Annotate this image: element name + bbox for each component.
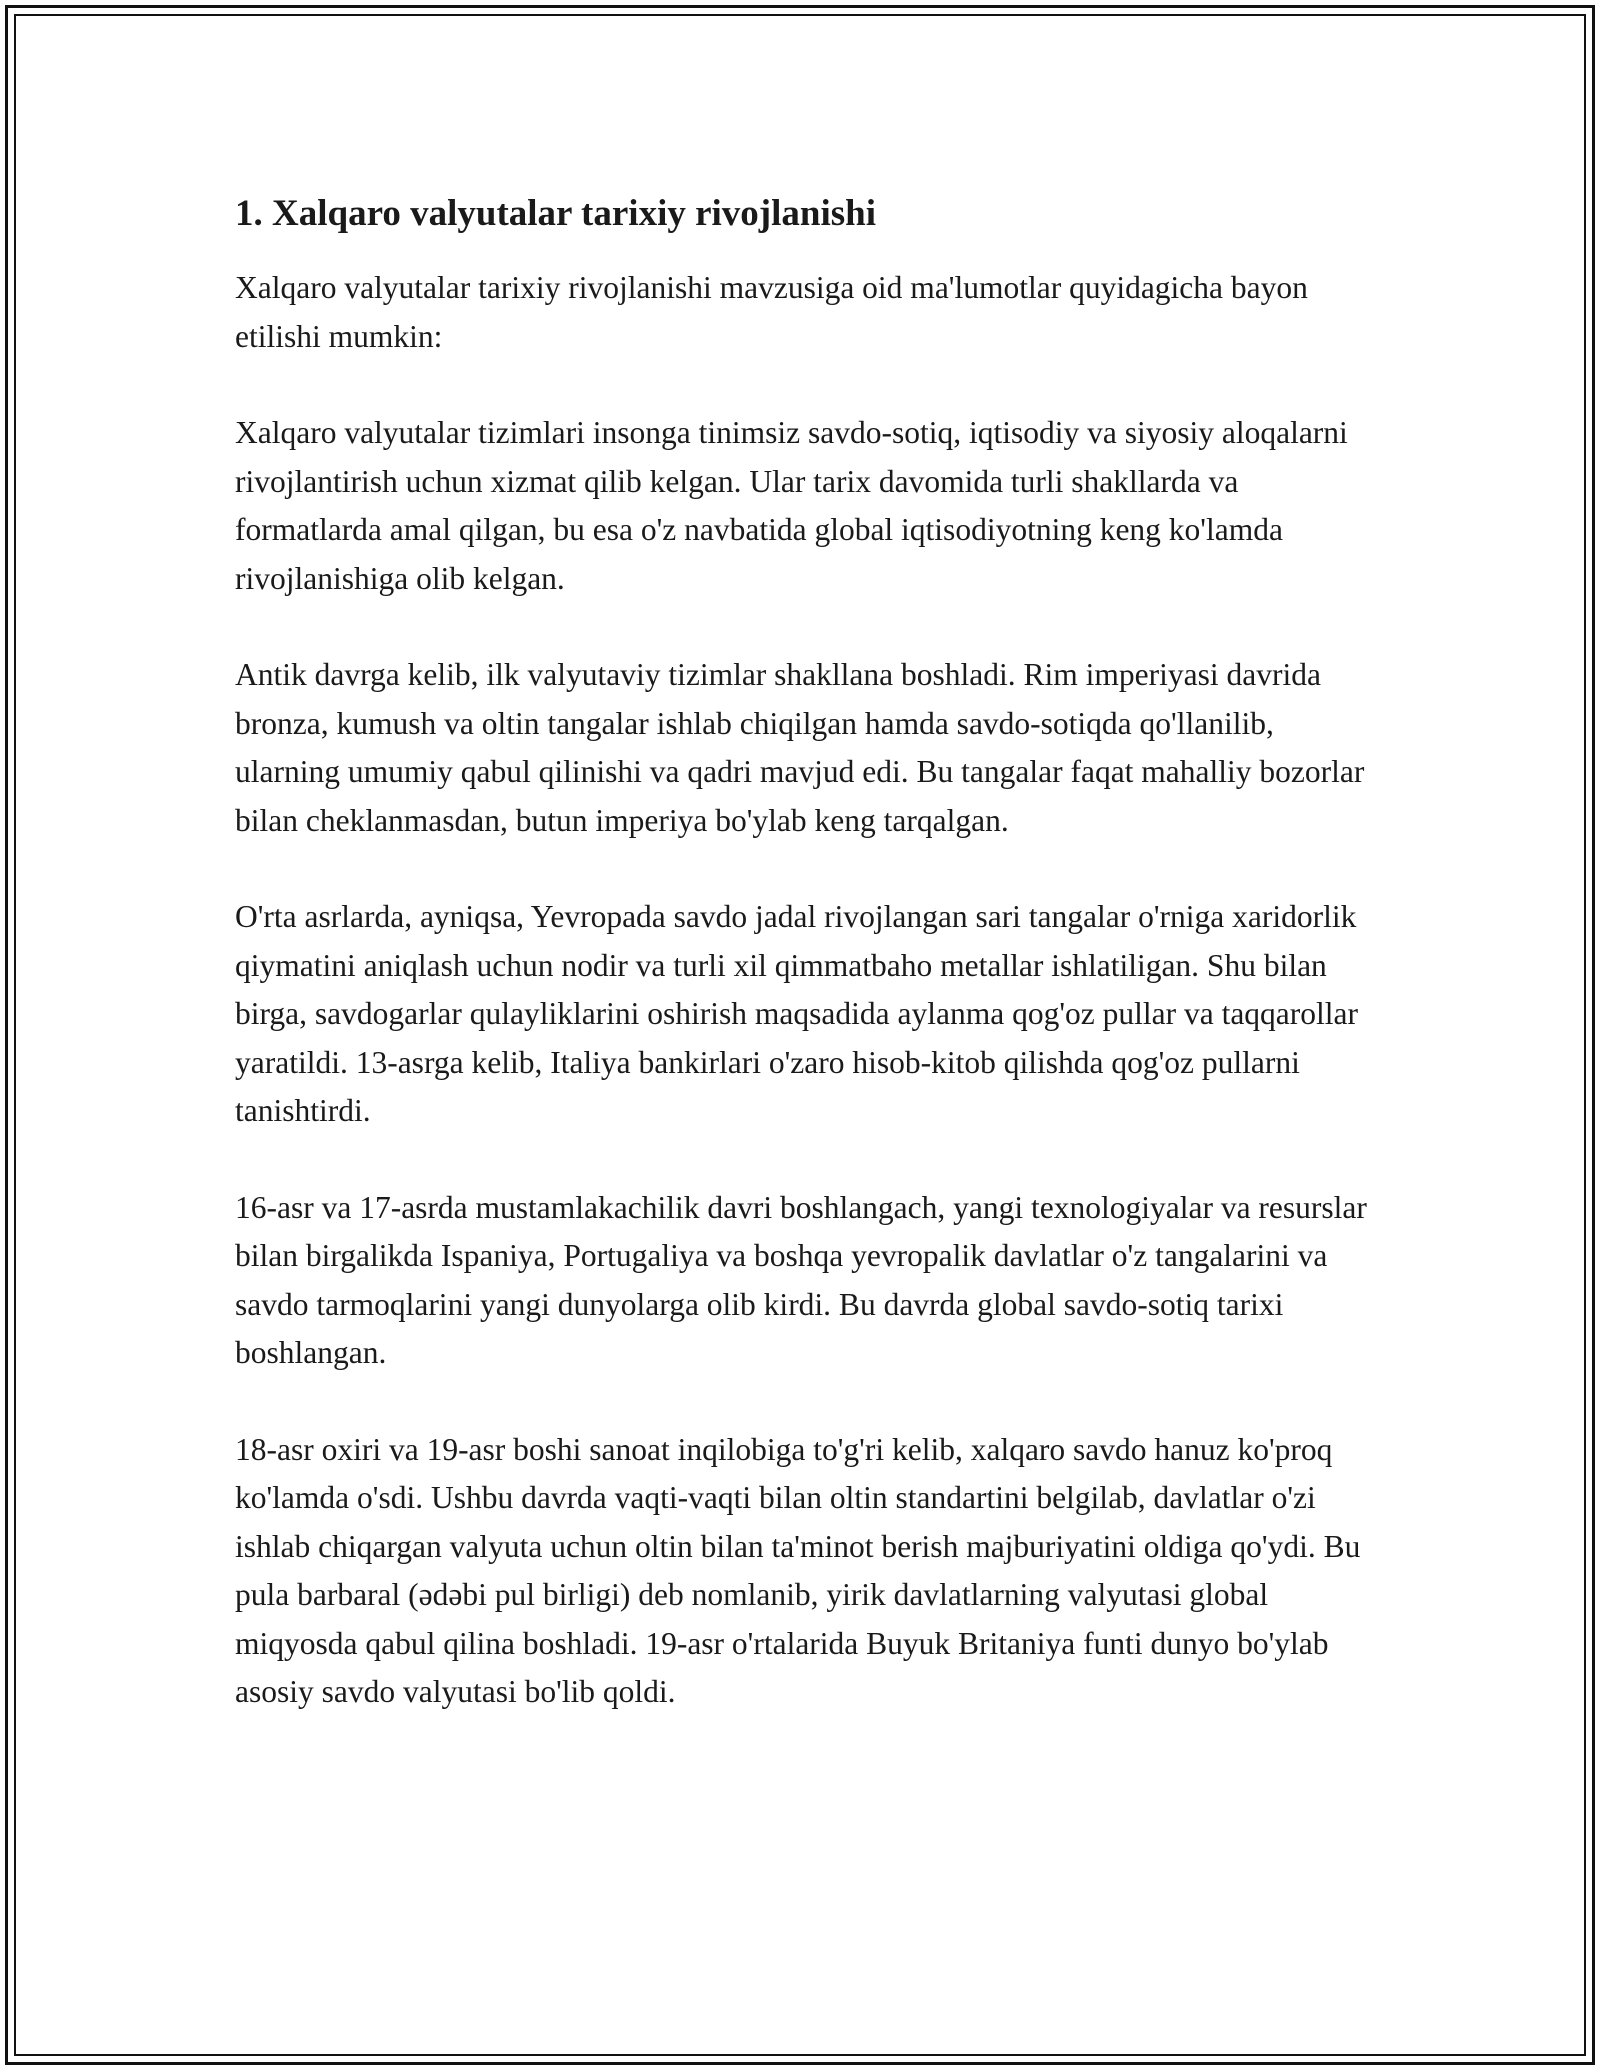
paragraph-overview: Xalqaro valyutalar tizimlari insonga tinimsiz savdo-sotiq, iqtisodiy va siyosiy aloqalarni rivojlantirish uchun xizmat qilib kelgan. Ular tarix davomida turli shakllarda va formatlarda amal qilgan, bu esa o'z navbatida global iqtisodiyotning keng ko'lamda rivojlanishiga olib kelgan.: [235, 415, 1348, 596]
paragraph-industrial-era: 18-asr oxiri va 19-asr boshi sanoat inqilobiga to'g'ri kelib, xalqaro savdo hanuz ko'proq ko'lamda o'sdi. Ushbu davrda vaqti-vaqti bilan oltin standartini belgilab, davlatlar o'zi ishlab chiqargan valyuta uchun oltin bilan ta'minot berish majburiyatini oldiga qo'ydi. Bu pula barbaral (ədəbi pul birligi) deb nomlanib, yirik davlatlarning valyutasi global miqyosda qabul qilina boshladi. 19-asr o'rtalarida Buyuk Britaniya funti dunyo bo'ylab asosiy savdo valyutasi bo'lib qoldi.: [235, 1431, 1361, 1709]
document-body: [235, 188, 1385, 1765]
paragraph-antiquity: Antik davrga kelib, ilk valyutaviy tizimlar shakllana boshladi. Rim imperiyasi davrida bronza, kumush va oltin tangalar ishlab chiqilgan hamda savdo-sotiqda qo'llanilib, ularning umumiy qabul qilinishi va qadri mavjud edi. Bu tangalar faqat mahalliy bozorlar bilan cheklanmasdan, butun imperiya bo'ylab keng tarqalgan.: [235, 657, 1365, 838]
paragraph-middle-ages: O'rta asrlarda, ayniqsa, Yevropada savdo jadal rivojlangan sari tangalar o'rniga xaridorlik qiymatini aniqlash uchun nodir va turli xil qimmatbaho metallar ishlatiligan. Shu bilan birga, savdogarlar qulayliklarini oshirish maqsadida aylanma qog'oz pullar va taqqarollar yaratildi. 13-asrga kelib, Italiya bankirlari o'zaro hisob-kitob qilishda qog'oz pullarni tanishtirdi.: [235, 899, 1359, 1128]
section-heading: 1. Xalqaro valyutalar tarixiy rivojlanishi: [235, 193, 877, 234]
paragraph-intro: Xalqaro valyutalar tarixiy rivojlanishi mavzusiga oid ma'lumotlar quyidagicha bayon etilishi mumkin:: [235, 270, 1308, 354]
paragraph-colonial-era: 16-asr va 17-asrda mustamlakachilik davri boshlangach, yangi texnologiyalar va resurslar bilan birgalikda Ispaniya, Portugaliya va boshqa yevropalik davlatlar o'z tangalarini va savdo tarmoqlarini yangi dunyolarga olib kirdi. Bu davrda global savdo-sotiq tarixi boshlangan.: [235, 1189, 1367, 1370]
